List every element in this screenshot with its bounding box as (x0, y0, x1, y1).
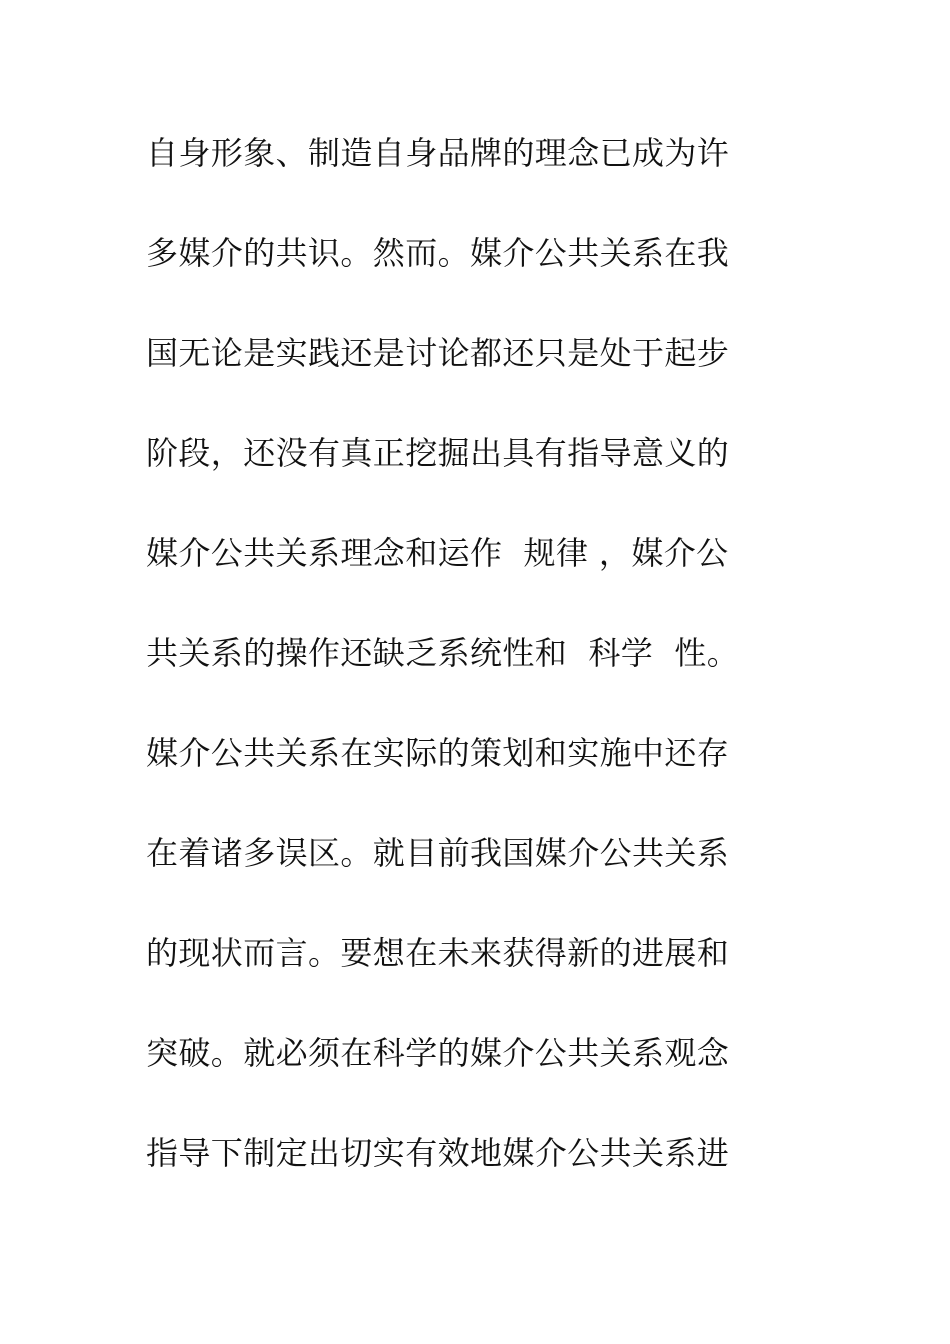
text-line: 媒介公共关系在实际的策划和实施中还存 (146, 734, 730, 772)
text-line: 在着诸多误区。就目前我国媒介公共关系 (146, 834, 730, 872)
text-line: 多媒介的共识。然而。媒介公共关系在我 (146, 234, 730, 272)
text-line: 突破。就必须在科学的媒介公共关系观念 (146, 1034, 730, 1072)
text-line: 指导下制定出切实有效地媒介公共关系进 (146, 1134, 730, 1172)
body-text (146, 128, 786, 1228)
text-line: 阶段，还没有真正挖掘出具有指导意义的 (146, 434, 730, 472)
text-line: 的现状而言。要想在未来获得新的进展和 (146, 934, 730, 972)
text-line: 国无论是实践还是讨论都还只是处于起步 (146, 334, 730, 372)
text-line: 共关系的操作还缺乏系统性和 科学 性。 (146, 634, 740, 672)
text-line: 自身形象、制造自身品牌的理念已成为许 (146, 134, 730, 172)
text-line: 媒介公共关系理念和运作 规律 ，媒介公 (146, 534, 729, 572)
